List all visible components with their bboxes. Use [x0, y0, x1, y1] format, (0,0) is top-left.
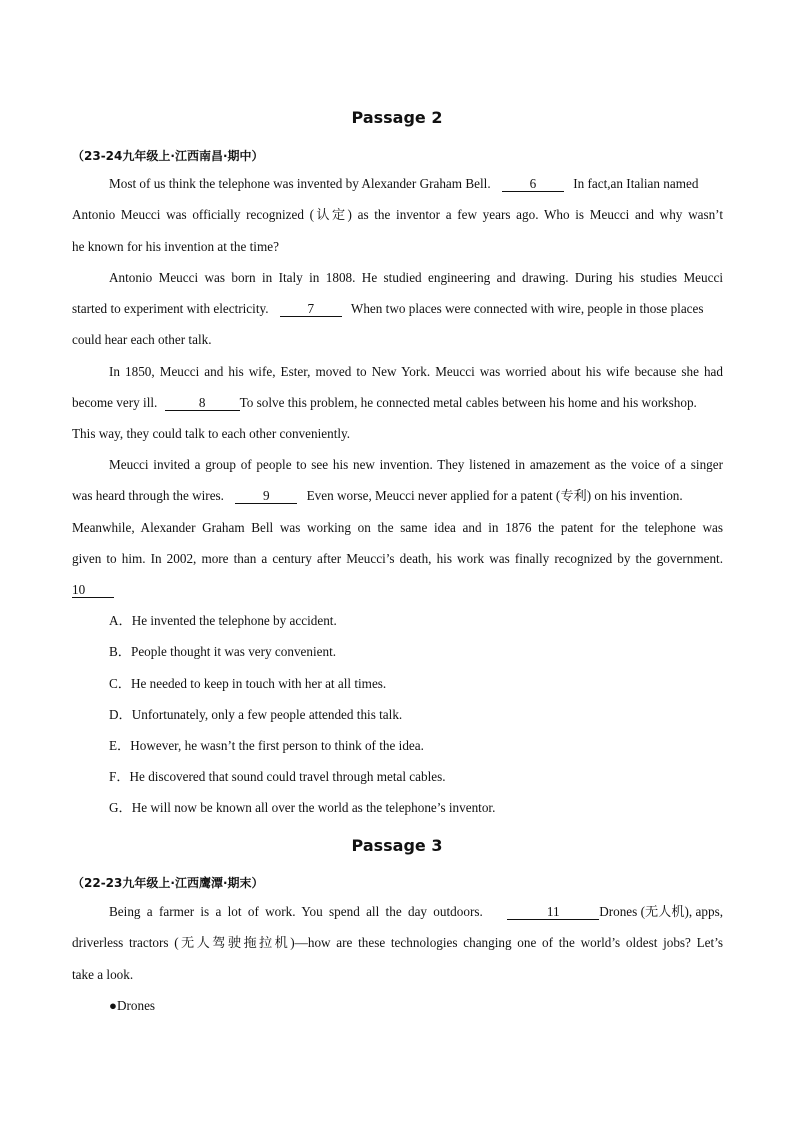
- p3-para1-line2: driverless tractors (无人驾驶拖拉机)—how are these technologies changing one of the world’s oldest jobs? Let’s: [72, 935, 723, 950]
- blank-7[interactable]: 7: [280, 302, 342, 317]
- passage-2-title: Passage 2: [351, 108, 443, 127]
- p2-para1-line3: he known for his invention at the time?: [72, 239, 279, 254]
- p2-para4-line4: given to him. In 2002, more than a century after Meucci’s death, his work was finally recognized by the government.: [72, 551, 723, 566]
- option-a[interactable]: A．He invented the telephone by accident.: [109, 613, 337, 628]
- option-e[interactable]: E．However, he wasn’t the first person to think of the idea.: [109, 738, 424, 753]
- p3-para1-line1: [109, 904, 723, 920]
- blank-11[interactable]: 11: [507, 905, 599, 920]
- text: was heard through the wires.: [72, 488, 224, 503]
- option-g[interactable]: G．He will now be known all over the world as the telephone’s inventor.: [109, 800, 496, 815]
- text: Most of us think the telephone was invented by Alexander Graham Bell.: [109, 176, 491, 191]
- p2-para3-line1: In 1850, Meucci and his wife, Ester, moved to New York. Meucci was worried about his wife because she had: [109, 364, 723, 379]
- blank-6[interactable]: 6: [502, 177, 564, 192]
- p2-para3-line3: This way, they could talk to each other conveniently.: [72, 426, 351, 441]
- passage-3-source: （22-23九年级上·江西鹰潭·期末）: [72, 876, 264, 890]
- p2-para2-line3: could hear each other talk.: [72, 332, 212, 347]
- p2-para1-line2: Antonio Meucci was officially recognized (认定) as the inventor a few years ago. Who is Meucci and why wasn’t: [72, 207, 723, 222]
- text: To solve this problem, he connected metal cables between his home and his workshop.: [239, 395, 697, 410]
- p2-para3-line2: [72, 395, 723, 411]
- passage-3-title: Passage 3: [351, 836, 443, 855]
- blank-8[interactable]: 8: [165, 396, 240, 411]
- p2-para2-line2: [72, 301, 723, 317]
- text: become very ill.: [72, 395, 158, 410]
- blank-10[interactable]: 10: [72, 583, 114, 598]
- text: started to experiment with electricity.: [72, 301, 269, 316]
- text: When two places were connected with wire, people in those places: [350, 301, 704, 316]
- option-f[interactable]: F．He discovered that sound could travel through metal cables.: [109, 769, 446, 784]
- text: In fact,an Italian named: [573, 176, 699, 191]
- text: Even worse, Meucci never applied for a patent (专利) on his invention.: [306, 488, 683, 503]
- text: Drones (无人机), apps,: [599, 904, 723, 919]
- blank-9[interactable]: 9: [235, 489, 297, 504]
- p2-para2-line1: Antonio Meucci was born in Italy in 1808. He studied engineering and drawing. During his studies Meucci: [109, 270, 723, 285]
- passage-2-source: （23-24九年级上·江西南昌·期中）: [72, 149, 264, 163]
- p2-para1-line1: [109, 176, 723, 192]
- p2-para4-line5: [72, 582, 723, 598]
- blank-wrapper: [483, 904, 723, 920]
- bullet-drones: ●Drones: [109, 998, 156, 1013]
- p2-para4-line2: [72, 488, 723, 504]
- option-c[interactable]: C．He needed to keep in touch with her at all times.: [109, 676, 387, 691]
- p2-para4-line1: Meucci invited a group of people to see his new invention. They listened in amazement as the voice of a singer: [109, 457, 723, 472]
- option-b[interactable]: B．People thought it was very convenient.: [109, 644, 337, 659]
- text: Being a farmer is a lot of work. You spend all the day outdoors.: [109, 904, 483, 919]
- p3-para1-line3: take a look.: [72, 967, 134, 982]
- option-d[interactable]: D．Unfortunately, only a few people attended this talk.: [109, 707, 403, 722]
- p2-para4-line3: Meanwhile, Alexander Graham Bell was working on the same idea and in 1876 the patent for the telephone was: [72, 520, 723, 535]
